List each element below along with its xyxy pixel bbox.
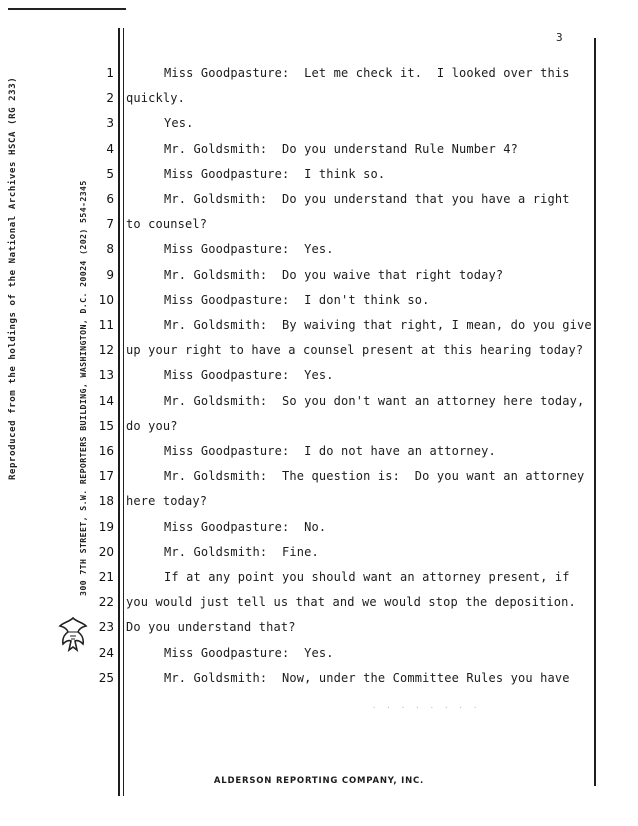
transcript-line: Mr. Goldsmith: The question is: Do you want an attorney (164, 469, 585, 484)
line-number: 19 (98, 519, 114, 534)
line-number: 5 (106, 166, 114, 181)
transcript-line: Mr. Goldsmith: Do you understand that you have a right (164, 192, 570, 206)
transcript-line: Mr. Goldsmith: By waiving that right, I mean, do you give (164, 318, 592, 332)
line-number: 20 (98, 544, 114, 559)
transcript-line: Mr. Goldsmith: So you don't want an attorney here today, (164, 393, 585, 408)
left-margin-line (118, 28, 120, 796)
transcript-line: Do you understand that? (126, 620, 296, 635)
transcript-line: Mr. Goldsmith: Do you understand Rule Number 4? (164, 141, 518, 156)
transcript-line: Mr. Goldsmith: Now, under the Committee Rules you have (164, 670, 570, 685)
transcript-line: Mr. Goldsmith: Do you waive that right today? (164, 267, 504, 282)
footer-reporter: ALDERSON REPORTING COMPANY, INC. (213, 776, 425, 786)
transcript-line: quickly. (126, 91, 185, 106)
line-number: 25 (98, 670, 114, 685)
transcript-line: to counsel? (126, 217, 208, 232)
line-number: 10 (98, 292, 114, 307)
transcript-line: you would just tell us that and we would stop the deposition. (126, 595, 576, 610)
transcript-line: Miss Goodpasture: No. (164, 519, 327, 534)
transcript-line: Miss Goodpasture: Let me check it. I looked over this (164, 66, 570, 80)
line-number: 13 (98, 368, 114, 383)
line-number: 1 (106, 66, 114, 80)
line-number: 7 (106, 217, 114, 232)
line-number: 8 (106, 242, 114, 257)
reporter-address-stamp: 300 7TH STREET, S.W. REPORTERS BUILDING, WASHINGTON, D.C. 20024 (202) 554-2345 (78, 180, 88, 596)
transcript-line: Mr. Goldsmith: Fine. (164, 544, 319, 559)
archive-stamp: Reproduced from the holdings of the National Archives HSCA (RG 233) (8, 76, 18, 480)
line-number: 11 (98, 318, 114, 332)
transcript-line: Miss Goodpasture: I don't think so. (164, 292, 430, 307)
line-number: 17 (98, 469, 114, 484)
transcript-line: here today? (126, 494, 208, 509)
line-number: 15 (98, 418, 114, 433)
transcript-line: Miss Goodpasture: Yes. (164, 242, 334, 257)
transcript-line: Yes. (164, 116, 194, 131)
line-number: 2 (106, 91, 114, 106)
line-number: 21 (98, 570, 114, 584)
line-number: 22 (98, 595, 114, 610)
line-number: 14 (98, 393, 114, 408)
line-number: 23 (98, 620, 114, 635)
transcript-line: If at any point you should want an attorney present, if (164, 570, 570, 584)
transcript-line: up your right to have a counsel present at this hearing today? (126, 343, 584, 358)
right-margin-line (594, 38, 596, 786)
transcript-line: Miss Goodpasture: I do not have an attorney. (164, 444, 496, 458)
scan-noise: · · · · · · · · (372, 704, 481, 712)
line-number: 9 (106, 267, 114, 282)
eagle-seal-icon (56, 614, 90, 656)
page-number: 3 (556, 31, 563, 44)
line-number: 3 (106, 116, 114, 131)
transcript-line: Miss Goodpasture: Yes. (164, 368, 334, 383)
line-number: 12 (98, 343, 114, 358)
line-number: 18 (98, 494, 114, 509)
line-number: 4 (106, 141, 114, 156)
text-margin-line (123, 28, 124, 796)
transcript-line: do you? (126, 418, 178, 433)
transcript-line: Miss Goodpasture: I think so. (164, 166, 386, 181)
top-rule (8, 8, 126, 10)
line-number: 6 (106, 192, 114, 206)
line-number: 16 (98, 444, 114, 458)
transcript-line: Miss Goodpasture: Yes. (164, 645, 334, 660)
line-number: 24 (98, 645, 114, 660)
